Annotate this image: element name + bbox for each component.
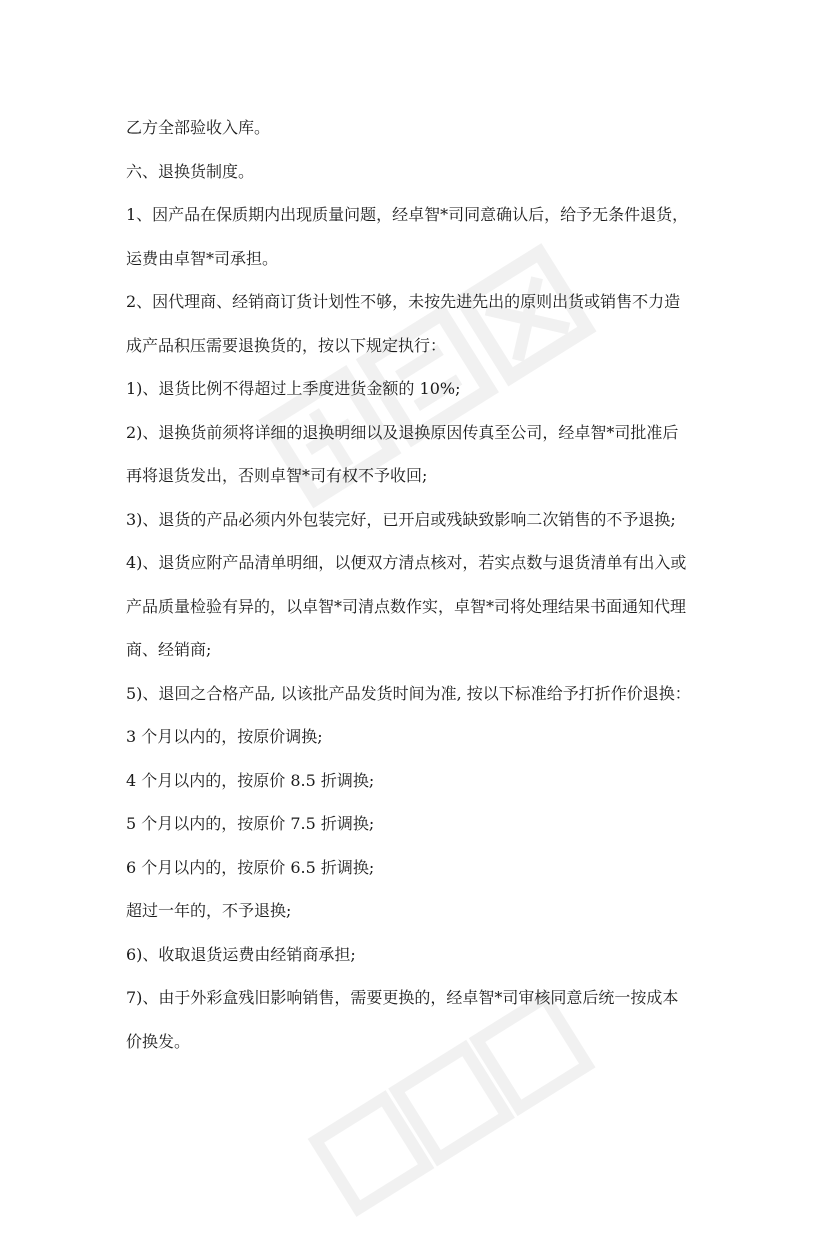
document-body (126, 106, 716, 1063)
list-item: 价换发。 (126, 1031, 191, 1051)
section-heading: 六、退换货制度。 (126, 161, 255, 181)
list-item: 4)、退货应附产品清单明细，以便双方清点核对，若实点数与退货清单有出入或 (126, 553, 687, 572)
body-line: 运费由卓智*司承担。 (126, 248, 279, 268)
list-item: 商、经销商; (126, 640, 212, 659)
discount-rule: 3 个月以内的，按原价调换; (126, 727, 323, 746)
list-item: 产品质量检验有异的，以卓智*司清点数作实，卓智*司将处理结果书面通知代理 (126, 596, 687, 616)
body-line: 1、因产品在保质期内出现质量问题，经卓智*司同意确认后，给予无条件退货， (126, 205, 689, 224)
list-item: 6)、收取退货运费由经销商承担; (126, 944, 356, 964)
discount-rule: 超过一年的，不予退换; (126, 901, 292, 920)
body-line: 成产品积压需要退换货的，按以下规定执行： (126, 335, 447, 355)
list-item: 5)、退回之合格产品, 以该批产品发货时间为准, 按以下标准给予打折作价退换： (126, 683, 691, 703)
list-item: 1)、退货比例不得超过上季度进货金额的 10%; (126, 379, 461, 398)
discount-rule: 4 个月以内的，按原价 8.5 折调换; (126, 770, 375, 790)
discount-rule: 5 个月以内的，按原价 7.5 折调换; (126, 814, 375, 833)
list-item: 3)、退货的产品必须内外包装完好，已开启或残缺致影响二次销售的不予退换; (126, 509, 676, 529)
body-line: 2、因代理商、经销商订货计划性不够，未按先进先出的原则出货或销售不力造 (126, 292, 681, 311)
discount-rule: 6 个月以内的，按原价 6.5 折调换; (126, 857, 375, 877)
list-item: 2)、退换货前须将详细的退换明细以及退换原因传真至公司，经卓智*司批准后 (126, 422, 679, 442)
list-item: 再将退货发出，否则卓智*司有权不予收回; (126, 466, 428, 485)
list-item: 7)、由于外彩盒残旧影响销售，需要更换的，经卓智*司审核同意后统一按成本 (126, 988, 679, 1007)
body-line: 乙方全部验收入库。 (126, 118, 271, 137)
